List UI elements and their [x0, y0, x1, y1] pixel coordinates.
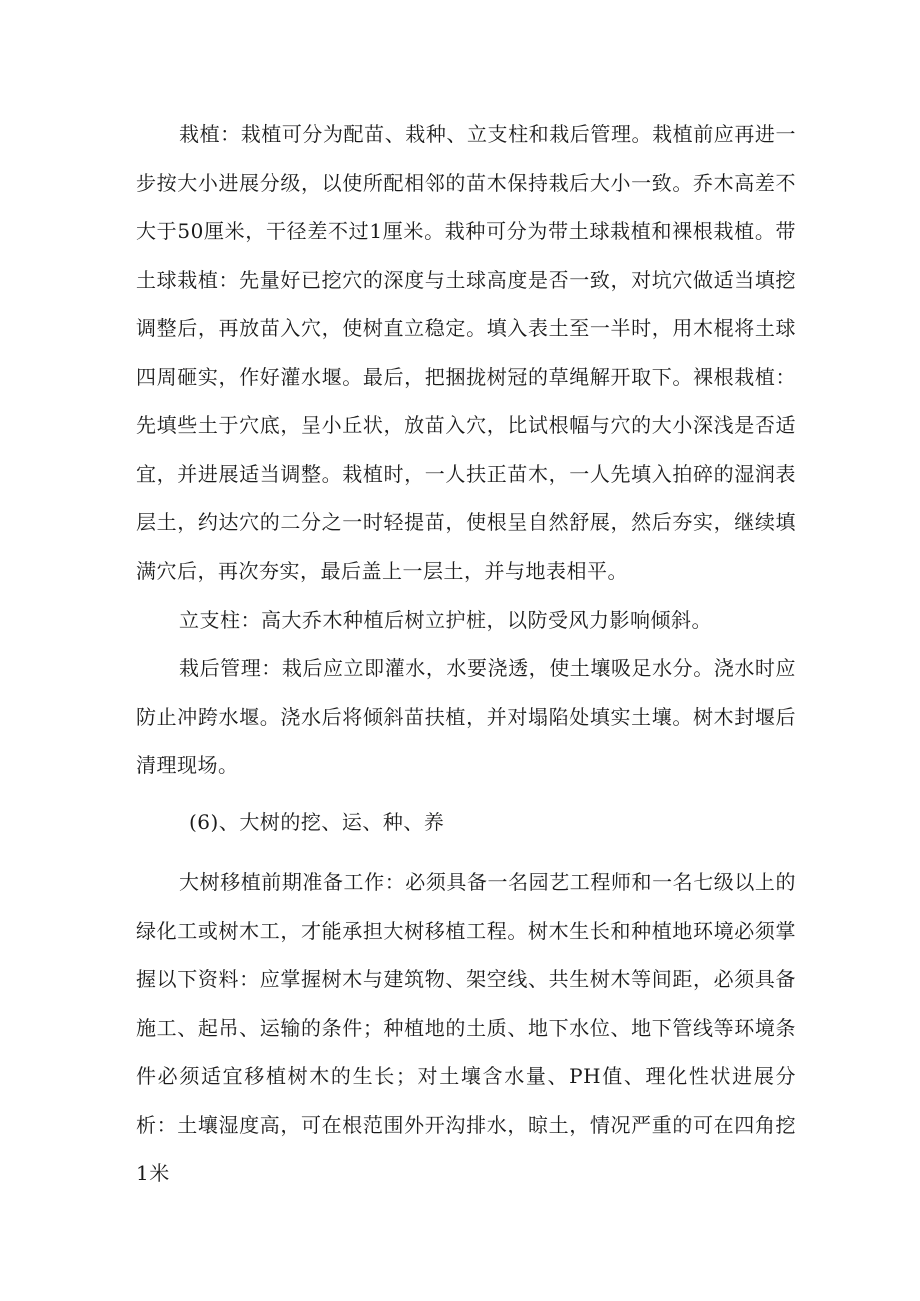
section-heading: (6)、大树的挖、运、种、养: [189, 810, 445, 834]
paragraph-planting: 栽植：栽植可分为配苗、栽种、立支柱和栽后管理。栽植前应再进一步按大小进展分级，以使所配相邻的苗木保持栽后大小一致。乔木高差不大于50厘米，干径差不过1厘米。栽种可分为带土球栽植和裸根栽植。带土球栽植：先量好已挖穴的深度与土球高度是否一致，对坑穴做适当填挖调整后，再放苗入穴，使树直立稳定。填入表土至一半时，用木棍将土球四周砸实，作好灌水堰。最后，把捆拢树冠的草绳解开取下。裸根栽植：先填些土于穴底，呈小丘状，放苗入穴，比试根幅与穴的大小深浅是否适宜，并进展适当调整。栽植时，一人扶正苗木，一人先填入拍碎的湿润表层土，约达穴的二分之一时轻提苗，使根呈自然舒展，然后夯实，继续填满穴后，再次夯实，最后盖上一层土，并与地表相平。: [136, 122, 796, 583]
paragraph-aftercare: 栽后管理：栽后应立即灌水，水要浇透，使土壤吸足水分。浇水时应防止冲跨水堰。浇水后将倾斜苗扶植，并对塌陷处填实土壤。树木封堰后清理现场。: [136, 656, 796, 777]
paragraph-support-stakes: 立支柱：高大乔木种植后树立护桩，以防受风力影响倾斜。: [179, 608, 712, 632]
paragraph-large-tree-preparation: 大树移植前期准备工作：必须具备一名园艺工程师和一名七级以上的绿化工或树木工，才能承担大树移植工程。树木生长和种植地环境必须掌握以下资料：应掌握树木与建筑物、架空线、共生树木等间距，必须具备施工、起吊、运输的条件；种植地的土质、地下水位、地下管线等环境条件必须适宜移植树木的生长；对土壤含水量、PH值、理化性状进展分析：土壤湿度高，可在根范围外开沟排水，晾土，情况严重的可在四角挖1米: [136, 870, 796, 1185]
